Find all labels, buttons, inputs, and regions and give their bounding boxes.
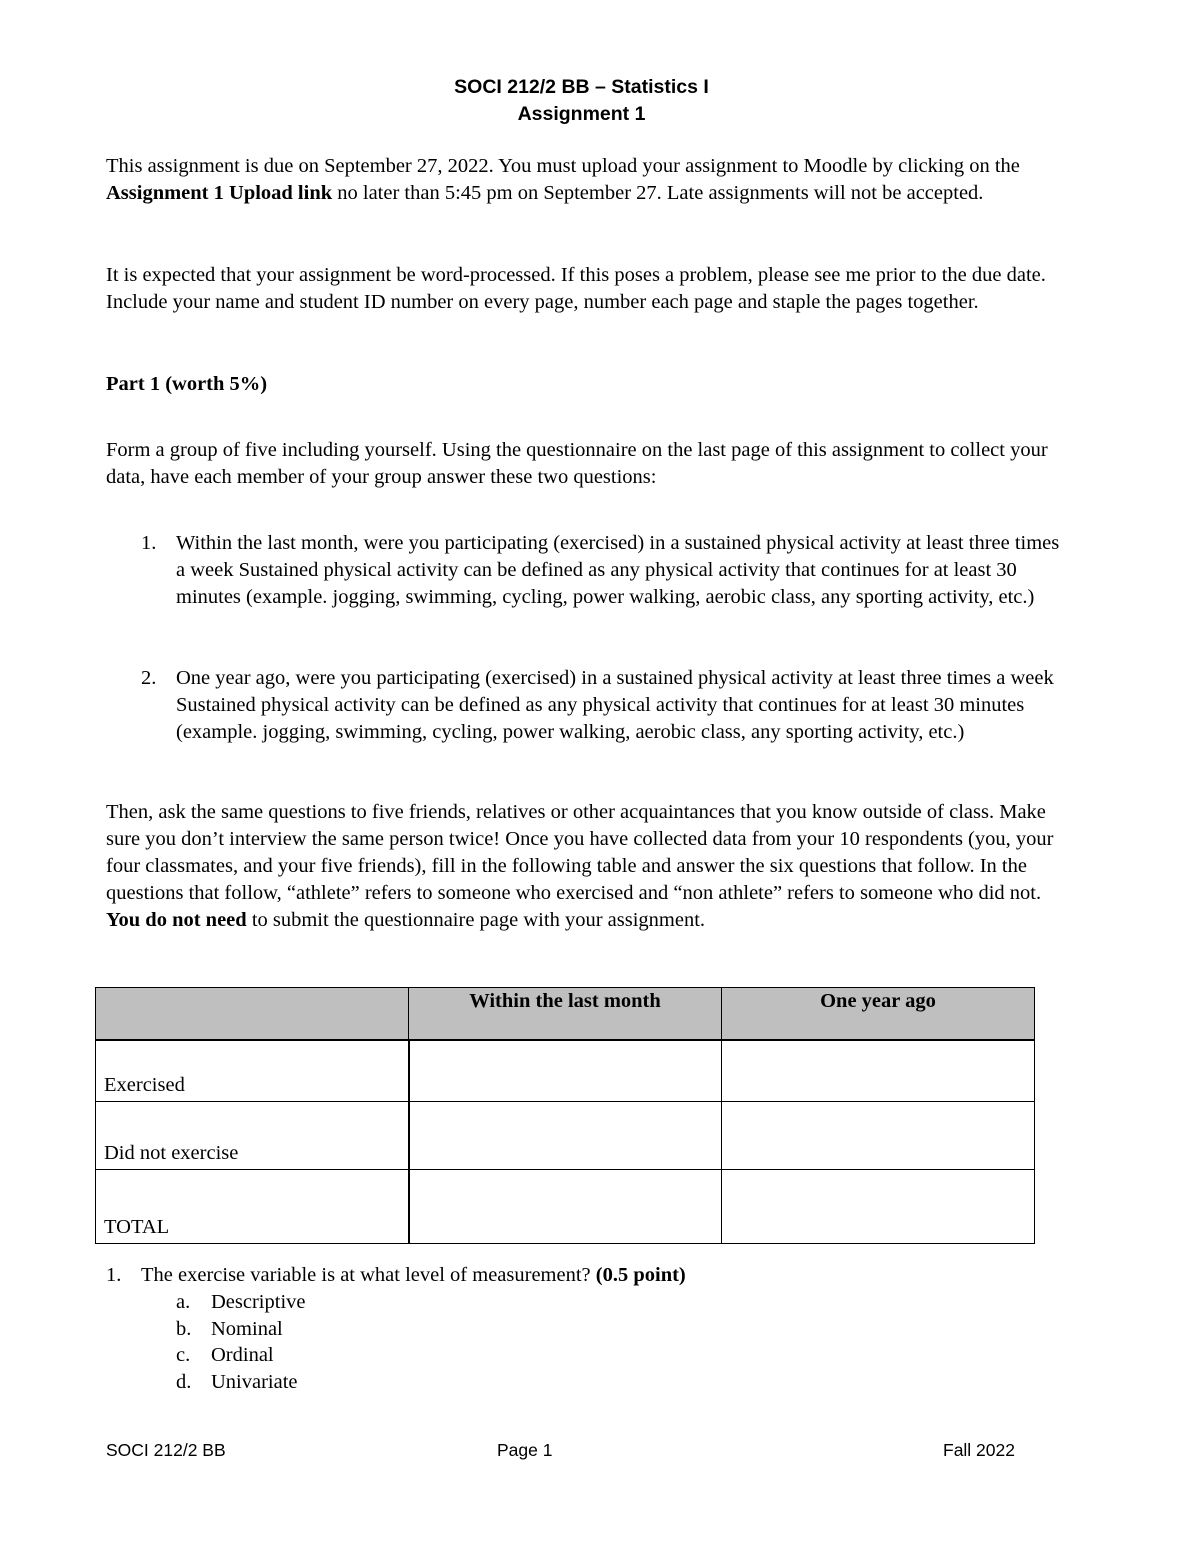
table-header-blank: [96, 988, 409, 1041]
intro-paragraph-due-date: This assignment is due on September 27, 2022. You must upload your assignment to Moodle by clicking on the Assignment 1 Upload link no later than 5:45 pm on September 27. Late assignments will not be accepted.: [106, 155, 1020, 204]
table-row: [96, 1170, 1035, 1244]
emphasis-text: You do not need: [106, 909, 247, 931]
table-header-year-ago: One year ago: [722, 988, 1035, 1041]
table-cell-blank[interactable]: [722, 1170, 1035, 1244]
table-row: [96, 1040, 1035, 1102]
row-label-did-not-exercise: Did not exercise: [96, 1102, 409, 1170]
table-header-last-month: Within the last month: [409, 988, 722, 1041]
table-cell-blank[interactable]: [409, 1170, 722, 1244]
document-title: SOCI 212/2 BB – Statistics I: [454, 76, 709, 98]
footer-page-number: Page 1: [497, 1440, 553, 1460]
data-collection-paragraph: Then, ask the same questions to five friends, relatives or other acquaintances that you know outside of class. Make sure you don’t interview the same person twice! Once you have collected data from your 10 respondents (you, your four classmates, and your five friends), fill in the following table and answer the six questions that follow. In the questions that follow, “athlete” refers to someone who exercised and “non athlete” refers to someone who did not. You do not need to submit the questionnaire page with your assignment.: [106, 801, 1054, 931]
table-cell-blank[interactable]: [722, 1102, 1035, 1170]
table-cell-blank[interactable]: [409, 1040, 722, 1102]
footer-term: Fall 2022: [943, 1440, 1015, 1460]
footer-course: SOCI 212/2 BB: [106, 1440, 226, 1460]
table-row: [96, 1102, 1035, 1170]
part1-instructions: Form a group of five including yourself. Using the questionnaire on the last page of this assignment to collect your data, have each member of your group answer these two questions:: [106, 439, 1048, 488]
intro-paragraph-format: It is expected that your assignment be word-processed. If this poses a problem, please see me prior to the due date. Include your name and student ID number on every page, number each page and staple the pages together.: [106, 264, 1046, 313]
exercise-tally-table: [95, 987, 1035, 1244]
document-page: SOCI 212/2 BB – Statistics I Assignment 1 This assignment is due on September 27, 2022. You must upload your assignment to Moodle by clicking on the Assignment 1 Upload link no later than 5:45 pm on September 27. Late assignments will not be accepted. It is expected that your assignment be word-processed. If this poses a problem, please see me prior to the due date. Include your name and student ID number on every page, number each page and staple the pages together. Part 1 (worth 5%) Form a group of five including yourself. Using the questionnaire on the last page of this assignment to collect your data, have each member of your group answer these two questions: 1. Within the last month, were you participating (exercised) in a sustained physical activity at least three times a week Sustained physical activity can be defined as any physical activity that continues for at least 30 minutes (example. jogging, swimming, cycling, power walking, aerobic class, any sporting activity, etc.) 2. One year ago, were you participating (exercised) in a sustained physical activity at least three times a week Sustained physical activity can be defined as any physical activity that continues for at least 30 minutes (example. jogging, swimming, cycling, power walking, aerobic class, any sporting activity, etc.) Then, ask the same questions to five friends, relatives or other acquaintances that you know outside of class. Make sure you don’t interview the same person twice! Once you have collected data from your 10 respondents (you, your four classmates, and your five friends), fill in the following table and answer the six questions that follow. In the questions that follow, “athlete” refers to someone who exercised and “non athlete” refers to someone who did not. You do not need to submit the questionnaire page with your assignment. Within the last month One year ago Exercised Did not exercise TOTAL 1. The exercise variable is at what level of measurement? (0.5 point) a. Descriptive b. Nominal c. Ordinal d. Univariate SOCI 212/2 BB Page 1 Fall 2022: [0, 0, 1200, 1553]
table-cell-blank[interactable]: [409, 1102, 722, 1170]
row-label-exercised: Exercised: [96, 1040, 409, 1102]
points-label: (0.5 point): [595, 1264, 686, 1286]
part1-heading: Part 1 (worth 5%): [106, 373, 268, 395]
upload-link-text: Assignment 1 Upload link: [106, 182, 333, 204]
row-label-total: TOTAL: [96, 1170, 409, 1244]
document-subtitle: Assignment 1: [517, 103, 646, 125]
table-cell-blank[interactable]: [722, 1040, 1035, 1102]
table-header-row: [96, 988, 1035, 1041]
